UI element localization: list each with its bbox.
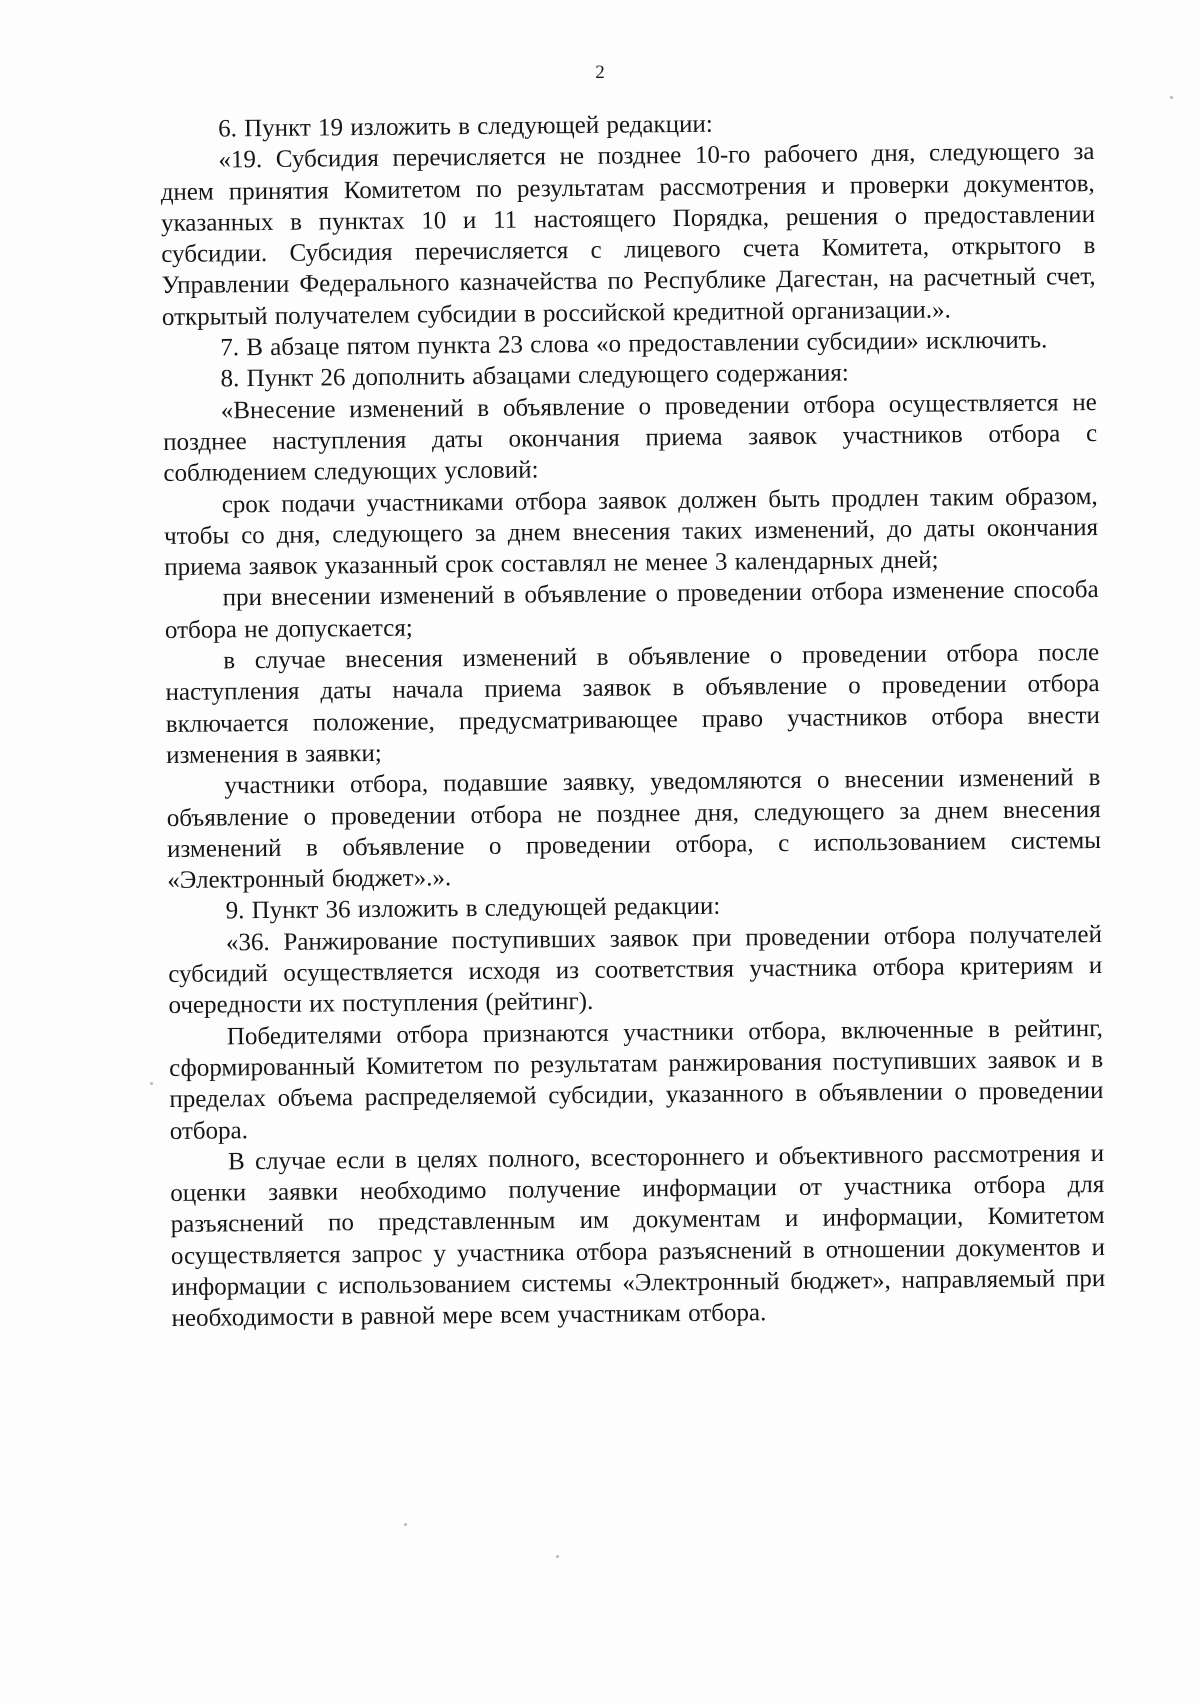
document-body <box>160 105 1106 1334</box>
scan-speck <box>1170 96 1173 99</box>
page-number: 2 <box>595 62 605 83</box>
paragraph: 7. В абзаце пятом пункта 23 слова «о предоставлении субсидии» исключить. <box>220 326 1048 362</box>
paragraph: «Внесение изменений в объявление о проведении отбора осуществляется не позднее наступления даты окончания приема заявок участников отбора с соблюдением следующих условий: <box>163 388 1098 488</box>
paragraph: участники отбора, подавшие заявку, уведомляются о внесении изменений в объявление о проведении отбора не позднее дня, следующего за днем внесения изменений в объявление о проведении отбора, с использованием системы «Электронный бюджет».». <box>166 764 1102 895</box>
paragraph: «19. Субсидия перечисляется не позднее 10-го рабочего дня, следующего за днем принятия Комитетом по результатам рассмотрения и проверки документов, указанных в пунктах 10 и 11 настоящего Порядка, решения о предоставлении субсидии. Субсидия перечисляется с лицевого счета Комитета, открытого в Управлении Федерального казначейства по Республике Дагестан, на расчетный счет, открытый получателем субсидии в российской кредитной организации.». <box>160 138 1096 331</box>
paragraph: срок подачи участниками отбора заявок должен быть продлен таким образом, чтобы со дня, следующего за днем внесения таких изменений, до даты окончания приема заявок указанный срок составлял не менее 3 календарных дней; <box>163 482 1099 582</box>
paragraph: при внесении изменений в объявление о проведении отбора изменение способа отбора не допускается; <box>164 576 1099 644</box>
scan-speck <box>150 1082 153 1085</box>
scan-speck <box>404 1523 407 1526</box>
paragraph: в случае внесения изменений в объявление о проведении отбора после наступления даты начала приема заявок в объявление о проведении отбора включается положение, предусматривающее право участников отбора внести изменения в заявки; <box>165 639 1100 769</box>
paragraph: 8. Пункт 26 дополнить абзацами следующего содержания: <box>220 359 849 393</box>
paragraph: 6. Пункт 19 изложить в следующей редакции: <box>218 110 713 143</box>
paragraph: В случае если в целях полного, всестороннего и объективного рассмотрения и оценки заявки необходимо получение информации от участника отбора для разъяснений по представленным им документам и информации, Комитетом осуществляется запрос у участника отбора разъяснений в отношении документов и информации с использованием системы «Электронный бюджет», направляемый при необходимости в равной мере всем участникам отбора. <box>170 1139 1106 1333</box>
paragraph: Победителями отбора признаются участники отбора, включенные в рейтинг, сформированный Комитетом по результатам ранжирования поступивших заявок и в пределах объема распределяемой субсидии, указанного в объявлении о проведении отбора. <box>169 1014 1104 1145</box>
paragraph: «36. Ранжирование поступивших заявок при проведении отбора получателей субсидий осуществляется исходя из соответствия участника отбора критериям и очередности их поступления (рейтинг). <box>168 920 1103 1020</box>
paragraph: 9. Пункт 36 изложить в следующей редакции: <box>225 893 721 925</box>
scan-speck <box>556 1555 559 1558</box>
